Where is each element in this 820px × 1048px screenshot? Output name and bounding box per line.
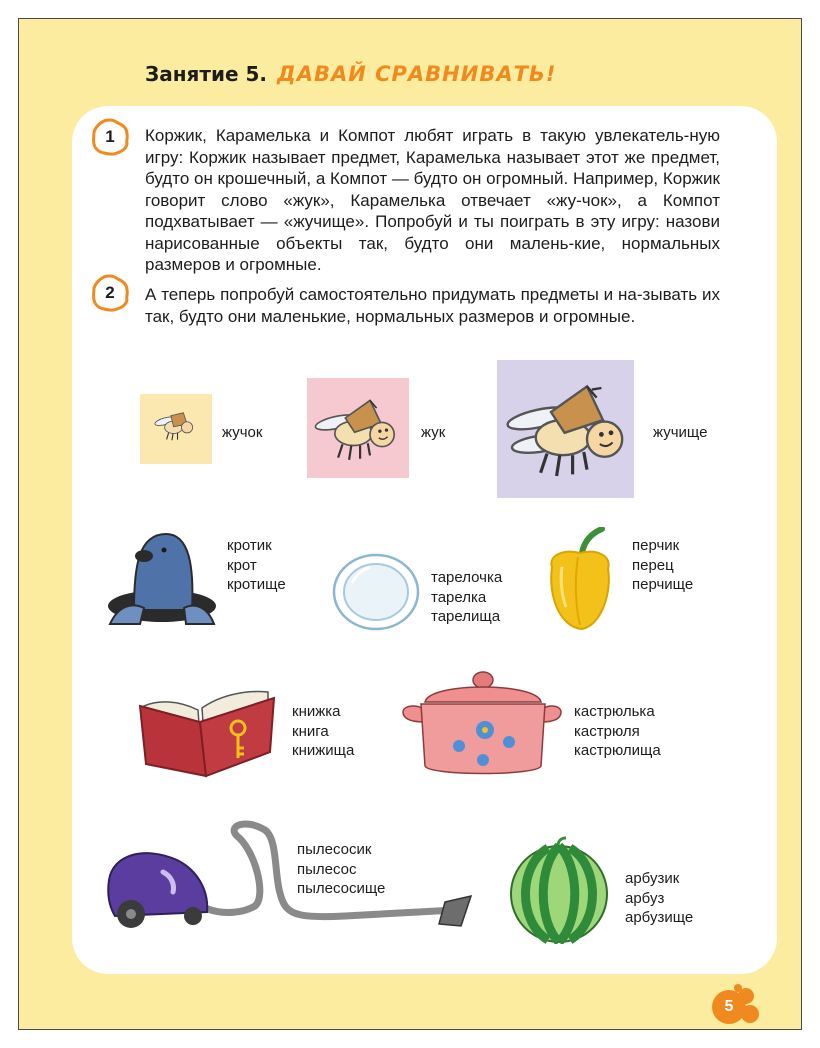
word-normal: перец (632, 556, 674, 574)
pepper-icon (542, 527, 616, 633)
task-2-badge (90, 273, 130, 313)
word-augmentative: перчище (632, 576, 694, 593)
word-diminutive: перчик (632, 537, 680, 554)
beetle-medium-icon (307, 378, 409, 478)
mole-words (227, 536, 286, 595)
word-diminutive: арбузик (625, 870, 680, 887)
task-2-number: 2 (105, 283, 115, 302)
word-diminutive: книжка (292, 703, 341, 720)
task-1-text: Коржик, Карамелька и Компот любят играть в такую увлекатель-ную игру: Коржик называет предмет, Карамелька называет этот же предмет, будто он крошечный, а Компот — будто он огромный. Например, Коржик говорит слово «жук», Карамелька отвечает «жу-чок», а Компот подхватывает — «жучище». Попробуй и ты поиграть в эту игру: назови нарисованные объекты так, будто они малень-кие, нормальных размеров и огромные. (145, 126, 720, 274)
beetle-small-picture (140, 394, 212, 464)
word-augmentative: пылесосище (297, 880, 386, 897)
task-2-text: А теперь попробуй самостоятельно придумать предметы и на-зывать их так, будто они маленькие, нормальных размеров и огромные. (145, 285, 720, 326)
word-diminutive: кротик (227, 537, 272, 554)
lesson-title: ДАВАЙ СРАВНИВАТЬ! (277, 62, 557, 86)
beetle-medium-picture (307, 378, 409, 478)
watermelon-words (625, 869, 693, 928)
beetle-large-label: жучище (653, 424, 708, 441)
word-augmentative: кротище (227, 576, 286, 593)
plate-picture (332, 553, 420, 631)
pot-icon (399, 668, 563, 780)
task-1 (145, 125, 720, 276)
watermelon-picture (508, 836, 610, 944)
beetle-small-label: жучок (222, 424, 263, 441)
beetle-medium-label: жук (421, 424, 446, 441)
pepper-words (632, 536, 693, 595)
vacuum-icon (105, 820, 473, 932)
lesson-header (145, 62, 557, 92)
beetle-large-icon (497, 360, 634, 498)
book-icon (138, 684, 276, 778)
word-normal: пылесос (297, 860, 357, 878)
word-normal: кастрюля (574, 722, 640, 740)
lesson-number: Занятие 5. (145, 62, 268, 86)
book-picture (138, 684, 276, 778)
word-augmentative: кастрюлища (574, 742, 661, 759)
word-normal: арбуз (625, 889, 665, 907)
mole-picture (104, 528, 220, 632)
plate-icon (332, 553, 420, 631)
vacuum-words (297, 840, 385, 899)
pepper-picture (542, 527, 616, 633)
pot-words (574, 702, 661, 761)
task-2 (145, 284, 720, 327)
book-words (292, 702, 354, 761)
word-normal: крот (227, 556, 257, 574)
word-augmentative: арбузище (625, 909, 694, 926)
page-number: 5 (724, 998, 734, 1015)
beetle-large-picture (497, 360, 634, 498)
word-augmentative: тарелища (431, 608, 501, 625)
task-1-number: 1 (105, 127, 115, 146)
word-augmentative: книжища (292, 742, 355, 759)
pot-picture (399, 668, 563, 780)
page-number-badge (706, 982, 762, 1030)
mole-icon (104, 528, 220, 632)
plate-words (431, 568, 502, 627)
word-diminutive: кастрюлька (574, 703, 655, 720)
word-normal: тарелка (431, 588, 487, 606)
task-1-badge (90, 117, 130, 157)
word-diminutive: тарелочка (431, 569, 503, 586)
vacuum-picture (105, 820, 473, 932)
beetle-small-icon (140, 394, 212, 464)
word-normal: книга (292, 722, 329, 740)
word-diminutive: пылесосик (297, 841, 372, 858)
watermelon-icon (508, 836, 610, 944)
